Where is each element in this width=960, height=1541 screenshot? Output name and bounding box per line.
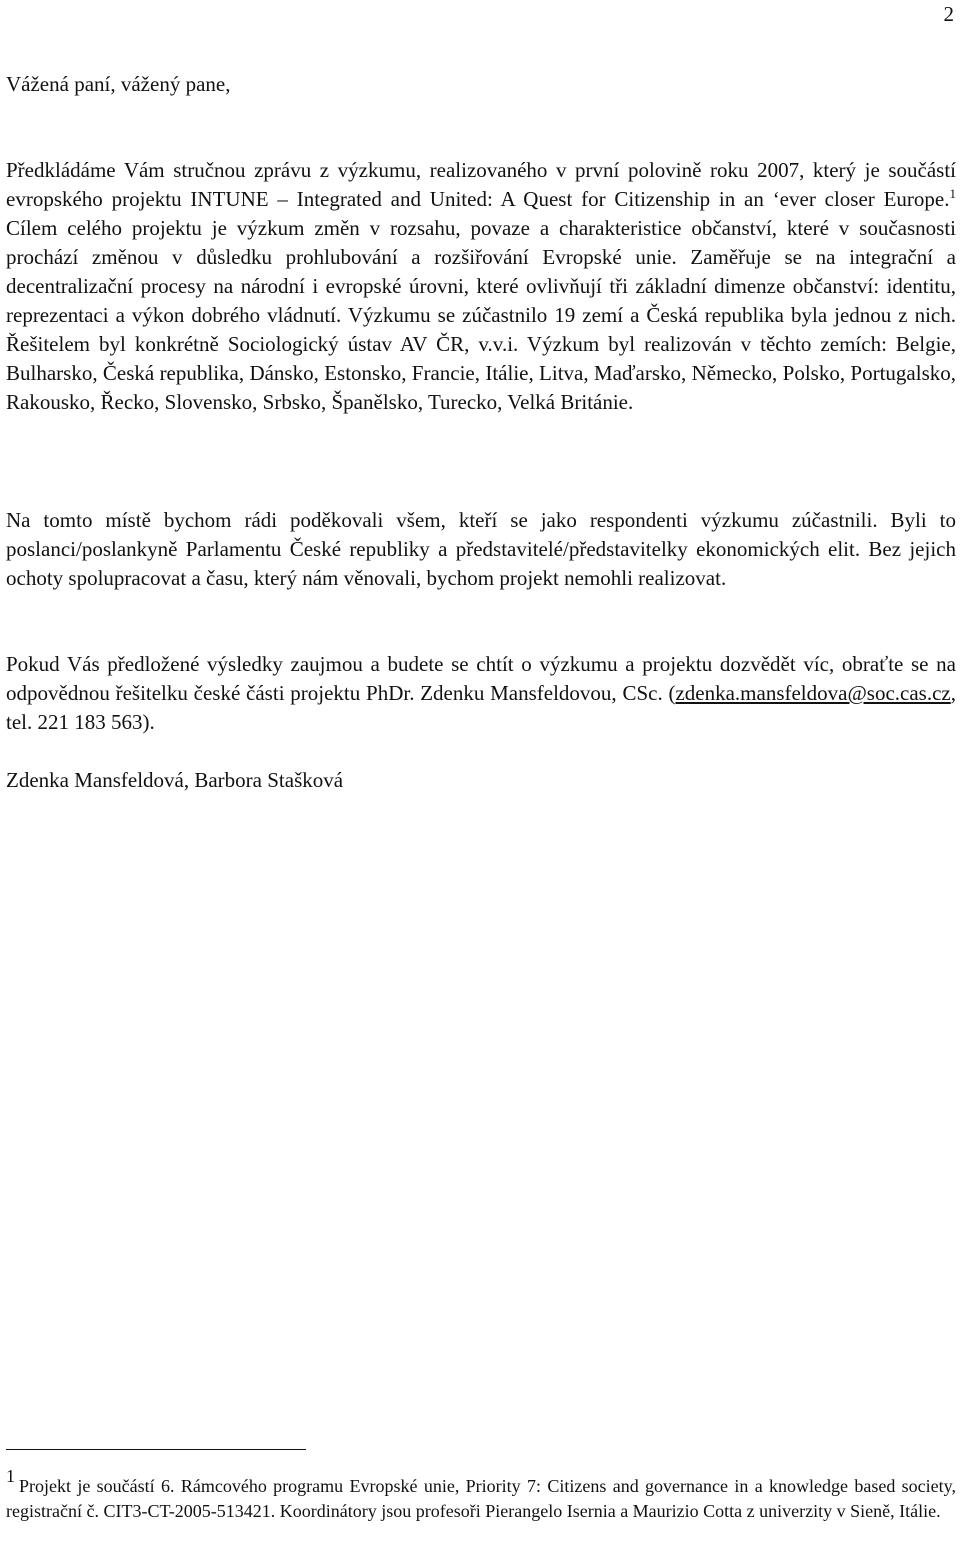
paragraph-intro <box>6 156 956 417</box>
footnote-reference[interactable]: 1 <box>949 186 956 201</box>
email-link[interactable]: zdenka.mansfeldova@soc.cas.cz <box>675 681 951 705</box>
paragraph-contact <box>6 650 956 737</box>
footnote-divider <box>6 1449 306 1450</box>
paragraph-contact-text: Pokud Vás předložené výsledky zaujmou a budete se chtít o výzkumu a projektu dozvědět víc, obraťte se na odpovědnou řešitelku české části projektu PhDr. Zdenku Mansfeldovou, CSc. ( <box>6 652 956 705</box>
paragraph-contact-tail: , tel. 221 183 563). <box>6 681 956 734</box>
footnote-marker: 1 <box>6 1466 15 1486</box>
paragraph-intro-text-1: Předkládáme Vám stručnou zprávu z výzkumu, realizovaného v první polovině roku 2007, který je součástí evropského projektu INTUNE – Integrated and United: A Quest for Citizenship in an ‘ever closer Europe. <box>6 158 956 211</box>
page-number: 2 <box>943 2 954 26</box>
signature: Zdenka Mansfeldová, Barbora Stašková <box>6 768 344 792</box>
paragraph-intro-text-2: Cílem celého projektu je výzkum změn v rozsahu, povaze a charakteristice občanství, které v současnosti prochází změnou v důsledku prohlubování a rozšiřování Evropské unie. Zaměřuje se na integrační a decentralizační procesy na národní i evropské úrovni, které ovlivňují tři základní dimenze občanství: identitu, reprezentaci a výkon dobrého vládnutí. Výzkumu se zúčastnilo 19 zemí a Česká republika byla jednou z nich. Řešitelem byl konkrétně Sociologický ústav AV ČR, v.v.i. Výzkum byl realizován v těchto zemích: Belgie, Bulharsko, Česká republika, Dánsko, Estonsko, Francie, Itálie, Litva, Maďarsko, Německo, Polsko, Portugalsko, Rakousko, Řecko, Slovensko, Srbsko, Španělsko, Turecko, Velká Británie. <box>6 216 956 414</box>
paragraph-thanks: Na tomto místě bychom rádi poděkovali všem, kteří se jako respondenti výzkumu zúčastnili. Byli to poslanci/poslankyně Parlamentu České republiky a představitelé/představitelky ekonomických elit. Bez jejich ochoty spolupracovat a času, který nám věnovali, bychom projekt nemohli realizovat. <box>6 508 956 590</box>
footnote-text: Projekt je součástí 6. Rámcového programu Evropské unie, Priority 7: Citizens and governance in a knowledge based society, registrační č. CIT3-CT-2005-513421. Koordinátory jsou profesoři Pierangelo Isernia a Maurizio Cotta z univerzity v Sieně, Itálie. <box>6 1476 956 1521</box>
greeting: Vážená paní, vážený pane, <box>6 72 231 96</box>
footnote <box>6 1464 956 1523</box>
